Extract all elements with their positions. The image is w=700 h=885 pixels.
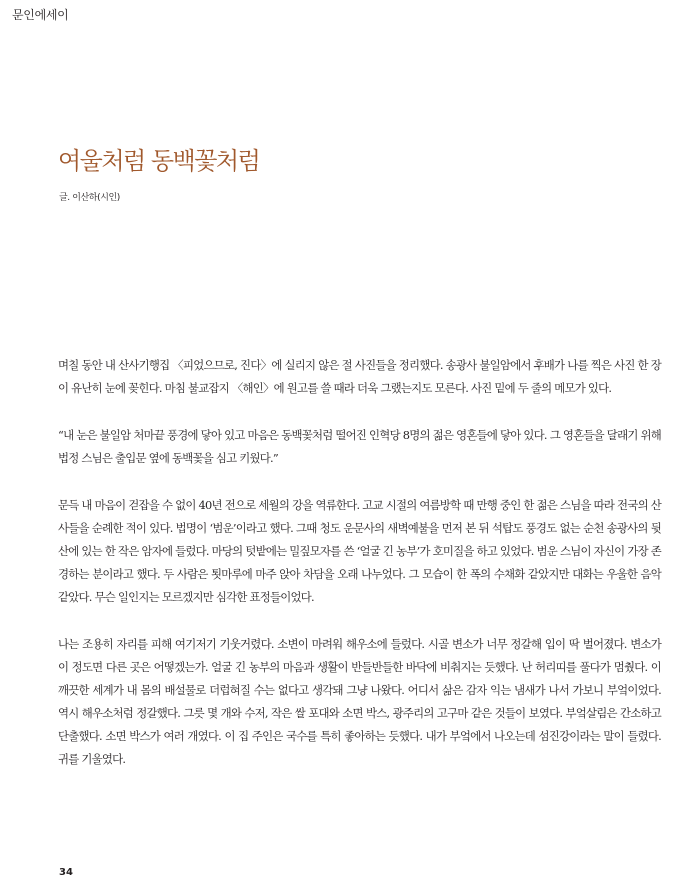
article-paragraph: 나는 조용히 자리를 피해 여기저기 기웃거렸다. 소변이 마려워 해우소에 들렀다. 시골 변소가 너무 정갈해 입이 딱 벌어졌다. 변소가 이 정도면 다른 곳은 어떻겠는가. 얼굴 긴 농부의 마음과 생활이 반들반들한 바닥에 비춰지는 듯했다. 난 허리띠를 풀다가 멈췄다. 이 깨끗한 세계가 내 몸의 배설물로 더럽혀질 수는 없다고 생각돼 그냥 나왔다. 어디서 삶은 감자 익는 냄새가 나서 가보니 부엌이었다. 역시 해우소처럼 정갈했다. 그릇 몇 개와 수저, 작은 쌀 포대와 소면 박스, 광주리의 고구마 같은 것들이 보였다. 부엌살림은 간소하고 단출했다. 소면 박스가 여러 개였다. 이 집 주인은 국수를 특히 좋아하는 듯했다. 내가 부엌에서 나오는데 섬진강이라는 말이 들렸다. 귀를 기울였다. <box>58 637 661 766</box>
article-title: 여울처럼 동백꽃처럼 <box>58 147 260 175</box>
article-paragraph: 며칠 동안 내 산사기행집 〈피었으므로, 진다〉에 실리지 않은 절 사진들을 정리했다. 송광사 불일암에서 후배가 나를 찍은 사진 한 장이 유난히 눈에 꽂힌다. 마침 불교잡지 〈해인〉에 원고를 쓸 때라 더욱 그랬는지도 모른다. 사진 밑에 두 줄의 메모가 있다. <box>58 358 661 395</box>
article-body <box>58 354 661 795</box>
article-byline: 글. 이산하(시인) <box>59 193 120 203</box>
section-label: 문인에세이 <box>12 8 69 22</box>
page-number: 34 <box>59 867 73 878</box>
article-paragraph: “내 눈은 불일암 처마끝 풍경에 닿아 있고 마음은 동백꽃처럼 떨어진 인혁당 8명의 젊은 영혼들에 닿아 있다. 그 영혼들을 달래기 위해 법정 스님은 출입문 옆에 동백꽃을 심고 키웠다.” <box>58 428 661 465</box>
article-paragraph: 문득 내 마음이 걷잡을 수 없이 40년 전으로 세월의 강을 역류한다. 고교 시절의 여름방학 때 만행 중인 한 젊은 스님을 따라 전국의 산사들을 순례한 적이 있다. 법명이 ‘범운’이라고 했다. 그때 청도 운문사의 새벽예불을 먼저 본 뒤 석탑도 풍경도 없는 순천 송광사의 뒷산에 있는 한 작은 암자에 들렀다. 마당의 텃밭에는 밀짚모자를 쓴 ‘얼굴 긴 농부’가 호미질을 하고 있었다. 범운 스님이 자신이 가장 존경하는 분이라고 했다. 두 사람은 툇마루에 마주 앉아 차담을 오래 나누었다. 그 모습이 한 폭의 수채화 같았지만 대화는 우울한 음악 같았다. 무슨 일인지는 모르겠지만 심각한 표정들이었다. <box>58 498 661 604</box>
